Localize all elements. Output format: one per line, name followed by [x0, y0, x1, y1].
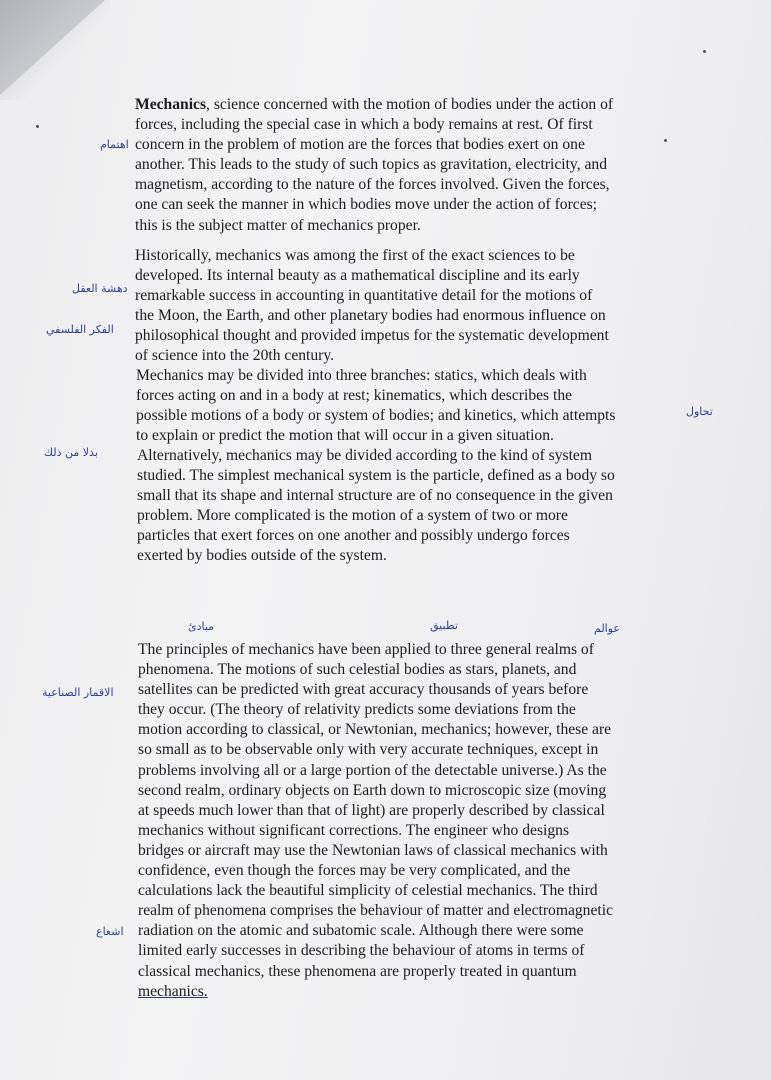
margin-note: الاقمار الصناعية — [42, 686, 114, 699]
text-line: satellites can be predicted with great accuracy thousands of years before — [138, 681, 589, 699]
text-line: second realm, ordinary objects on Earth down to microscopic size (moving — [138, 781, 607, 799]
text-line: forces acting on and in a body at rest; kinematics, which describes the — [136, 387, 573, 405]
text-line: mechanics. — [138, 982, 208, 1000]
text-line: radiation on the atomic and subatomic scale. Although there were some — [138, 922, 584, 940]
line-text: science concerned with the motion of bodies under the action of — [213, 96, 614, 113]
margin-note: تطبيق — [430, 619, 458, 632]
paragraph-5 — [138, 640, 613, 1002]
margin-note: الفكر الفلسفي — [46, 323, 114, 336]
text-line: developed. Its internal beauty as a mathematical discipline and its early — [135, 267, 580, 285]
text-line: motion according to classical, or Newtonian, mechanics; however, these are — [138, 721, 612, 739]
text-line: small that its shape and internal structure are of no consequence in the given — [137, 487, 613, 505]
margin-note: اشعاع — [96, 925, 124, 938]
text-line: Historically, mechanics was among the first of the exact sciences to be — [135, 247, 575, 264]
lead-punct: , — [206, 96, 214, 113]
text-line: philosophical thought and provided impetus for the systematic development — [135, 327, 609, 345]
paragraph-3 — [136, 366, 615, 446]
text-line: particles that exert forces on one another and possibly undergo forces — [137, 527, 570, 545]
paragraph-2 — [135, 246, 609, 367]
text-line: classical mechanics, these phenomena are properly treated in quantum — [138, 962, 577, 980]
text-line: at speeds much lower than that of light) are properly described by classical — [138, 801, 605, 819]
text-line: the Moon, the Earth, and other planetary bodies had enormous influence on — [135, 307, 606, 325]
text-line: problems involving all or a large portion of the detectable universe.) As the — [138, 761, 607, 779]
text-line: Alternatively, mechanics may be divided according to the kind of system — [137, 447, 592, 464]
text-line: confidence, even though the forces may be very complicated, and the — [138, 862, 571, 880]
text-line: bridges or aircraft may use the Newtonian laws of classical mechanics with — [138, 841, 608, 859]
paper-speck — [664, 139, 667, 142]
text-line: concern in the problem of motion are the forces that bodies exert on one — [135, 136, 585, 154]
text-line: they occur. (The theory of relativity predicts some deviations from the — [138, 701, 576, 719]
text-line: of science into the 20th century. — [135, 347, 335, 365]
text-line: mechanics without significant corrections. The engineer who designs — [138, 821, 570, 839]
margin-note: مبادئ — [188, 620, 215, 633]
text-line: realm of phenomena comprises the behaviour of matter and electromagnetic — [138, 902, 613, 920]
lead-term: Mechanics — [135, 96, 207, 113]
text-line: limited early successes in describing the behaviour of atoms in terms of — [138, 942, 585, 960]
text-line: possible motions of a body or system of bodies; and kinetics, which attempts — [136, 407, 616, 425]
paragraph-4 — [137, 446, 615, 567]
text-line: calculations lack the beautiful simplicity of celestial mechanics. The third — [138, 882, 598, 900]
text-line: The principles of mechanics have been applied to three general realms of — [138, 641, 594, 658]
text-line: magnetism, according to the nature of the forces involved. Given the forces, — [135, 176, 610, 194]
margin-note: بدلا من ذلك — [44, 446, 98, 459]
text-line: another. This leads to the study of such topics as gravitation, electricity, and — [135, 156, 608, 174]
margin-note: اهتمام — [100, 138, 129, 151]
margin-note: عوالم — [594, 622, 620, 635]
paper-speck — [36, 125, 39, 128]
text-line: phenomena. The motions of such celestial bodies as stars, planets, and — [138, 661, 577, 679]
margin-note: تحاول — [686, 405, 713, 418]
text-line — [135, 95, 613, 115]
corner-shadow — [0, 0, 110, 100]
text-line: one can seek the manner in which bodies move under the action of forces; — [135, 196, 598, 214]
text-line: so small as to be observable only with very accurate techniques, except in — [138, 741, 599, 759]
margin-note: دهشة العقل — [72, 282, 128, 295]
text-line: problem. More complicated is the motion of a system of two or more — [137, 507, 568, 525]
text-line: exerted by bodies outside of the system. — [137, 547, 387, 565]
text-line: to explain or predict the motion that will occur in a given situation. — [136, 427, 554, 445]
text-line: studied. The simplest mechanical system is the particle, defined as a body so — [137, 467, 615, 485]
text-line: this is the subject matter of mechanics proper. — [135, 216, 421, 234]
text-line: forces, including the special case in which a body remains at rest. Of first — [135, 116, 593, 134]
paper-speck — [703, 50, 706, 53]
text-line: remarkable success in accounting in quantitative detail for the motions of — [135, 287, 593, 305]
text-line: Mechanics may be divided into three branches: statics, which deals with — [136, 367, 587, 384]
paragraph-1 — [135, 95, 613, 236]
